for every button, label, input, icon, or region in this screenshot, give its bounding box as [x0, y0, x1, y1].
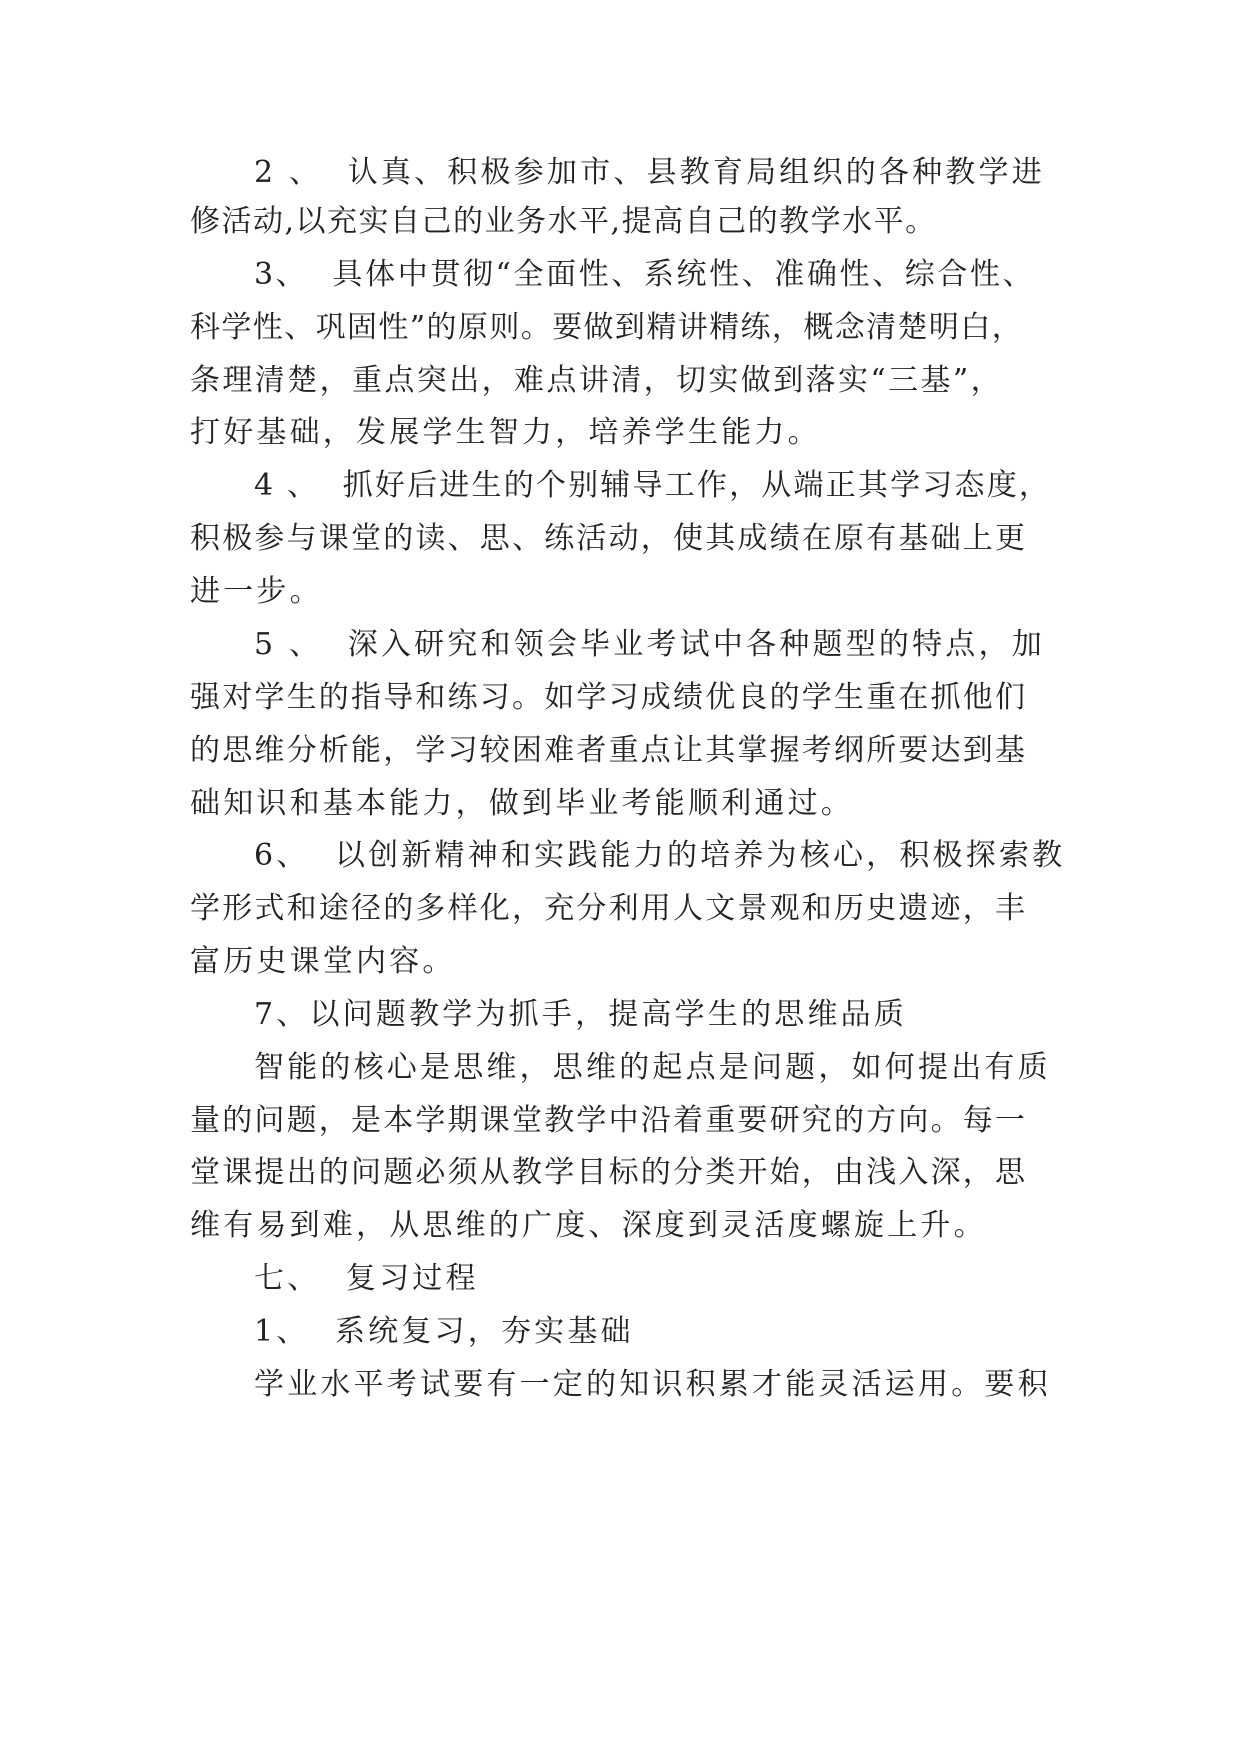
paragraph-3-line-1: 3、 具体中贯彻“全面性、系统性、准确性、综合性、 — [254, 257, 1036, 292]
paragraph-5-line-3: 的思维分析能，学习较困难者重点让其掌握考纲所要达到基 — [190, 733, 1028, 768]
paragraph-2-line-2: 修活动,以充实自己的业务水平,提高自己的教学水平。 — [190, 204, 937, 239]
paragraph-6-line-3: 富历史课堂内容。 — [190, 944, 456, 979]
subsection-1-heading: 1、 系统复习，夯实基础 — [254, 1314, 634, 1349]
section-7-heading: 七、 复习过程 — [254, 1261, 479, 1296]
paragraph-4-line-3: 进一步。 — [190, 574, 323, 609]
paragraph-5-line-4: 础知识和基本能力，做到毕业考能顺利通过。 — [190, 786, 854, 821]
paragraph-3-line-3: 条理清楚，重点突出，难点讲清，切实做到落实“三基”， — [190, 363, 1004, 398]
paragraph-7-line-3: 堂课提出的问题必须从教学目标的分类开始，由浅入深，思 — [190, 1155, 1028, 1190]
paragraph-5-line-2: 强对学生的指导和练习。如学习成绩优良的学生重在抓他们 — [190, 680, 1028, 715]
paragraph-2-line-1: 2 、 认真、积极参加市、县教育局组织的各种教学进 — [254, 155, 1045, 190]
paragraph-7-heading: 7、以问题教学为抓手，提高学生的思维品质 — [254, 997, 908, 1032]
paragraph-7-line-2: 量的问题，是本学期课堂教学中沿着重要研究的方向。每一 — [190, 1103, 1028, 1138]
paragraph-3-line-2: 科学性、巩固性”的原则。要做到精讲精练，概念清楚明白， — [190, 310, 1024, 345]
paragraph-6-line-1: 6、 以创新精神和实践能力的培养为核心，积极探索教 — [254, 838, 1066, 873]
subsection-1-line-1: 学业水平考试要有一定的知识积累才能灵活运用。要积 — [254, 1367, 1051, 1402]
paragraph-3-line-4: 打好基础，发展学生智力，培养学生能力。 — [190, 415, 821, 450]
paragraph-4-line-1: 4 、 抓好后进生的个别辅导工作，从端正其学习态度， — [254, 468, 1052, 503]
paragraph-6-line-2: 学形式和途径的多样化，充分利用人文景观和历史遗迹，丰 — [190, 891, 1028, 926]
paragraph-7-line-4: 维有易到难，从思维的广度、深度到灵活度螺旋上升。 — [190, 1208, 987, 1243]
paragraph-7-line-1: 智能的核心是思维，思维的起点是问题，如何提出有质 — [254, 1050, 1051, 1085]
paragraph-5-line-1: 5 、 深入研究和领会毕业考试中各种题型的特点，加 — [254, 627, 1045, 662]
paragraph-4-line-2: 积极参与课堂的读、思、练活动，使其成绩在原有基础上更 — [190, 521, 1028, 556]
